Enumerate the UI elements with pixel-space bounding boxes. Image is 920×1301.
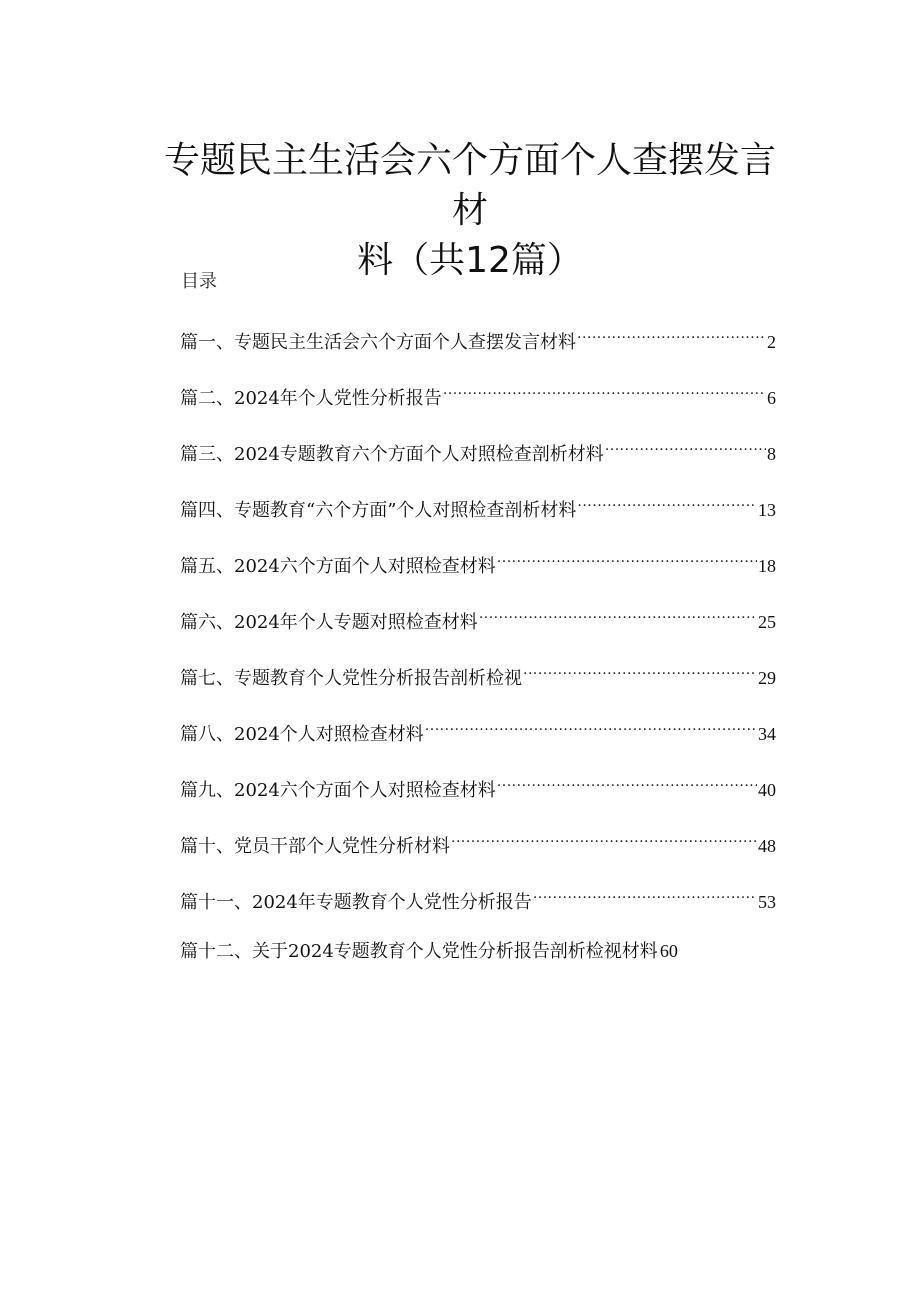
toc-dot-leader xyxy=(523,658,757,684)
toc-entry-label: 篇七、专题教育个人党性分析报告剖析检视 xyxy=(180,668,522,689)
toc-entry-label: 篇九、2024六个方面个人对照检查材料 xyxy=(180,780,496,801)
toc-entry-label: 篇三、2024专题教育六个方面个人对照检查剖析材料 xyxy=(180,444,604,465)
toc-dot-leader xyxy=(497,546,757,572)
toc-dot-leader xyxy=(533,882,757,908)
toc-dot-leader xyxy=(577,322,766,348)
toc-entry-page-number: 48 xyxy=(758,836,776,856)
toc-entry-page-number: 25 xyxy=(758,612,776,632)
toc-entry-page-number: 53 xyxy=(758,892,776,912)
toc-dot-leader xyxy=(605,434,766,460)
toc-entry[interactable] xyxy=(180,882,776,938)
toc-dot-leader xyxy=(577,490,757,516)
toc-dot-leader xyxy=(497,770,757,796)
toc-entry-page-number: 13 xyxy=(758,500,776,520)
toc-entry-page-number: 18 xyxy=(758,556,776,576)
toc-entry-label: 篇四、专题教育“六个方面”个人对照检查剖析材料 xyxy=(180,500,577,521)
title-line-2: 料（共12篇） xyxy=(357,240,583,281)
toc-entry-label: 篇十二、关于2024专题教育个人党性分析报告剖析检视材料 xyxy=(180,941,658,962)
toc-entry-page-number: 8 xyxy=(767,444,776,464)
document-title xyxy=(150,136,790,286)
toc-dot-leader xyxy=(443,378,766,404)
toc-entry[interactable] xyxy=(180,826,776,882)
toc-entry[interactable] xyxy=(180,938,776,994)
title-line-1: 专题民主生活会六个方面个人查摆发言材 xyxy=(163,140,776,231)
toc-entry-page-number: 40 xyxy=(758,780,776,800)
toc-entry[interactable] xyxy=(180,602,776,658)
toc-entry-label: 篇二、2024年个人党性分析报告 xyxy=(180,388,442,409)
toc-entry-page-number: 60 xyxy=(659,941,678,961)
toc-entry-label: 篇五、2024六个方面个人对照检查材料 xyxy=(180,556,496,577)
toc-entry-label: 篇一、专题民主生活会六个方面个人查摆发言材料 xyxy=(180,332,576,353)
toc-entry-page-number: 29 xyxy=(758,668,776,688)
toc-entry-label: 篇六、2024年个人专题对照检查材料 xyxy=(180,612,478,633)
toc-entry[interactable] xyxy=(180,322,776,378)
toc-entry[interactable] xyxy=(180,714,776,770)
table-of-contents xyxy=(180,322,776,994)
toc-entry-label: 篇十一、2024年专题教育个人党性分析报告 xyxy=(180,892,532,913)
toc-entry[interactable] xyxy=(180,546,776,602)
toc-heading: 目录 xyxy=(181,271,217,292)
toc-dot-leader xyxy=(451,826,757,852)
toc-entry-label: 篇十、党员干部个人党性分析材料 xyxy=(180,836,450,857)
toc-entry[interactable] xyxy=(180,658,776,714)
toc-entry[interactable] xyxy=(180,770,776,826)
toc-dot-leader xyxy=(425,714,757,740)
toc-entry[interactable] xyxy=(180,434,776,490)
toc-entry-page-number: 6 xyxy=(767,388,776,408)
toc-entry[interactable] xyxy=(180,490,776,546)
toc-entry-label: 篇八、2024个人对照检查材料 xyxy=(180,724,424,745)
toc-entry-page-number: 34 xyxy=(758,724,776,744)
toc-entry[interactable] xyxy=(180,378,776,434)
toc-dot-leader xyxy=(479,602,757,628)
toc-entry-page-number: 2 xyxy=(767,332,776,352)
